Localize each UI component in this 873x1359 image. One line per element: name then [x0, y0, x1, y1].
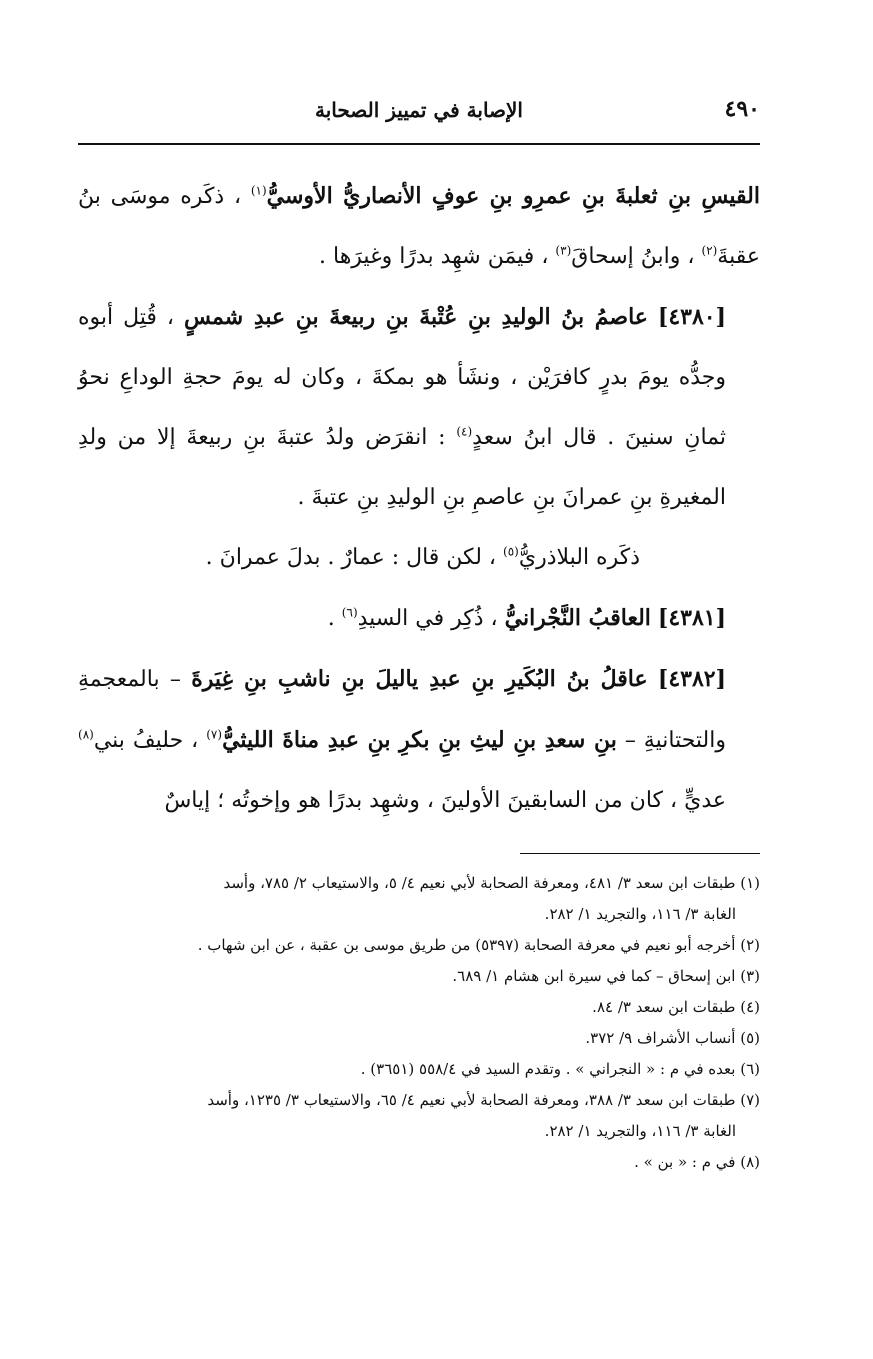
footnote-5: (٥) أنساب الأشراف ٩/ ٣٧٢. [585, 1029, 760, 1047]
person-name: القيسِ بنِ ثعلبةَ بنِ عمرِو بنِ عوفٍ الأنصاريُّ الأوسيُّ [266, 183, 760, 209]
footnote-ref: (٣) [555, 243, 572, 258]
body-text: ، ذكَره موسَى بنُ عقبةَ [78, 184, 760, 269]
footnote-1-continuation: الغابة ٣/ ١١٦، والتجريد ١/ ٢٨٢. [544, 905, 736, 923]
footnote-ref: (٨) [78, 727, 94, 742]
body-text: عديٍّ ، كان من السابقينَ الأولينَ ، وشهِد بدرًا هو وإخوتُه ؛ إياسٌ [164, 788, 726, 813]
page-header [78, 92, 760, 132]
person-name: عاصمُ بنُ الوليدِ بنِ عُتْبةَ بنِ ربيعةَ بنِ عبدِ شمسٍ [183, 304, 648, 330]
body-text: ، قُتِل أبوه وجدُّه يومَ بدرٍ كافرَيْن ، ونشَأ هو بمكةَ ، وكان له يومَ حجةِ الوداعِ نحوُ ثمانِ سنينَ . قال ابنُ سعدٍ [78, 305, 726, 450]
header-rule [78, 143, 760, 145]
body-text: ، لكن قال : عمارٌ . بدلَ عمرانَ . [205, 545, 497, 570]
footnote-ref: (١) [250, 183, 267, 198]
entry-4381 [78, 588, 760, 649]
footnote-4: (٤) طبقات ابن سعد ٣/ ٨٤. [592, 998, 760, 1016]
footnotes [78, 868, 760, 1178]
footnote-7: (٧) طبقات ابن سعد ٣/ ٣٨٨، ومعرفة الصحابة لأبي نعيم ٤/ ٦٥، والاستيعاب ٣/ ١٢٣٥، وأسد [207, 1091, 760, 1109]
footnote-2: (٢) أخرجه أبو نعيم في معرفة الصحابة (٥٣٩٧) من طريق موسى بن عقبة ، عن ابن شهاب . [197, 936, 760, 954]
person-name: عاقلُ بنُ البُكَيرِ بنِ عبدِ ياليلَ بنِ ناشبِ بنِ غِيَرةَ [191, 666, 648, 692]
footnote-8: (٨) في م : « بن » . [634, 1153, 760, 1171]
footnote-ref: (٢) [701, 243, 718, 258]
running-title: الإصابة في تمييز الصحابة [315, 98, 523, 122]
person-name: بنِ سعدِ بنِ ليثِ بنِ بكرِ بنِ عبدِ مناةَ الليثيُّ [222, 727, 617, 753]
entry-4380 [78, 287, 760, 528]
footnote-ref: (٦) [341, 605, 358, 620]
entry-number: [٤٣٨١] [657, 605, 726, 631]
paragraph-continuation [78, 166, 760, 287]
paragraph-baladhuri [78, 528, 760, 588]
footnote-rule [520, 853, 760, 854]
entry-number: [٤٣٨٠] [657, 304, 727, 330]
body-text: ، فيمَن شهِد بدرًا وغيرَها . [319, 244, 549, 269]
person-name: العاقبُ النَّجْرانيُّ [504, 605, 651, 631]
body-text: – بالمعجمةِ والتحتانيةِ – [78, 667, 726, 753]
footnote-ref: (٤) [456, 424, 473, 439]
entry-4382 [78, 649, 760, 831]
main-text [78, 166, 760, 831]
footnote-7-continuation: الغابة ٣/ ١١٦، والتجريد ١/ ٢٨٢. [544, 1122, 736, 1140]
footnote-3: (٣) ابن إسحاق – كما في سيرة ابن هشام ١/ ٦٨٩. [452, 967, 760, 985]
page-number: ٤٩٠ [724, 96, 760, 122]
body-text: ، حليفُ بني [93, 728, 199, 753]
body-text: ذكَره البلاذريُّ [518, 545, 640, 570]
footnote-ref: (٥) [503, 544, 519, 559]
footnote-6: (٦) بعده في م : « النجراني » . وتقدم السيد في ٥٥٨/٤ (٣٦٥١) . [360, 1060, 760, 1078]
footnote-1: (١) طبقات ابن سعد ٣/ ٤٨١، ومعرفة الصحابة لأبي نعيم ٤/ ٥، والاستيعاب ٢/ ٧٨٥، وأسد [223, 874, 760, 892]
body-text: ، وابنُ إسحاقَ [571, 244, 695, 269]
entry-number: [٤٣٨٢] [657, 666, 727, 692]
body-text: ، ذُكِر في السيدِ [357, 606, 498, 631]
footnote-ref: (٧) [206, 727, 223, 742]
body-text: : انقرَض ولدُ عتبةَ بنِ ربيعةَ إلا من ولدِ المغيرةِ بنِ عمرانَ بنِ عاصمِ بنِ الوليدِ بنِ عتبةَ . [78, 425, 726, 510]
body-text: . [327, 606, 335, 631]
